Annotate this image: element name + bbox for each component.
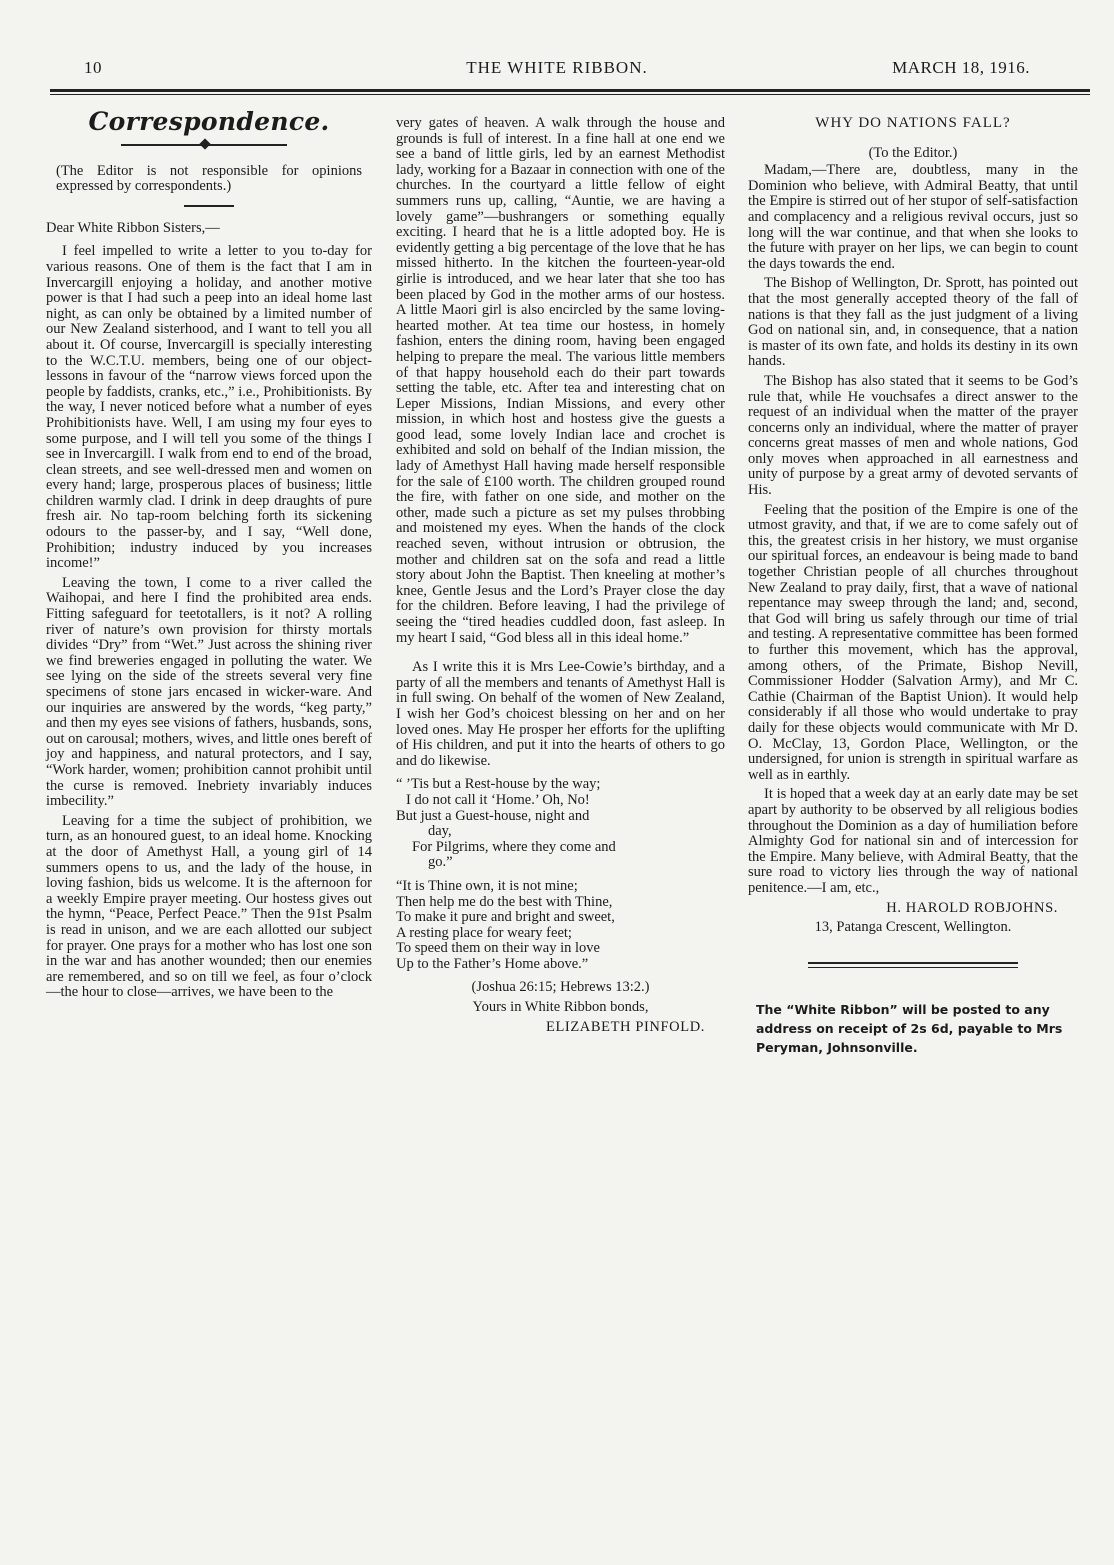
salutation: Dear White Ribbon Sisters,— xyxy=(46,219,220,236)
article-title: WHY DO NATIONS FALL? xyxy=(815,115,1011,131)
poem-line: Up to the Father’s Home above.” xyxy=(396,955,589,972)
divider xyxy=(184,205,234,207)
poem-verse xyxy=(396,879,725,973)
editor-note: (The Editor is not responsible for opinions expressed by correspondents.) xyxy=(56,162,362,195)
section-title: Correspondence. xyxy=(88,107,330,136)
poem-line: “It is Thine own, it is not mine; xyxy=(396,877,578,894)
title-ornament xyxy=(46,140,372,150)
column-middle xyxy=(396,116,725,1035)
poem-line: To make it pure and bright and sweet, xyxy=(396,909,615,926)
poem-line: go.” xyxy=(428,854,453,871)
letter-paragraph: very gates of heaven. A walk through the house and grounds is full of interest. In a fine hall at one end we see a band of little girls, led by an earnest Methodist lady, working for a Bazaar in connection with one of the churches. In the courtyard a little fellow of eight summers runs up, calling, “Auntie, we are having a lovely game”—bushrangers or something equally exciting. I heard that he is a little adopted boy. He is evidently getting a big percentage of the love that he has missed hitherto. In the kitchen the fourteen-year-old girlie is introduced, and we hear later that she too has been placed by God in the mother arms of our hostess. A little Maori girl is also encircled by the same loving-hearted mother. At tea time our hostess, in homely fashion, enters the dining room, having been engaged helping to prepare the meal. The various little members of that happy household each do their part towards setting the table, etc. After tea and interesting chat on Leper Missions, Indian Missions, and every other mission, in which host and hostess give the guests a good lead, some lovely Indian lace and crochet is exhibited and sold on behalf of the Indian mission, the lady of Amethyst Hall having made herself responsible for the sale of £100 worth. The children grouped round the fire, with father on one side, and mother on the other, made such a picture as set my pulses throbbing and moistened my eyes. When the hands of the clock reached seven, without intrusion or obtrusion, the mother and children sat on the sofa and read a little story about John the Baptist. Then kneeling at mother’s knee, Gentle Jesus and the Lord’s Prayer close the day for the children. Before leaving, I had the privilege of seeing the “tired headies cuddled doon, fast asleep. In my heart I said, “God bless all in this ideal home.” xyxy=(396,115,725,646)
poem-line: “ ’Tis but a Rest-house by the way; xyxy=(396,776,601,793)
letter-paragraph: I feel impelled to write a letter to you to-day for various reasons. One of them is the fact that I am in Invercargill enjoying a holiday, and another motive power is that I had such a peep into an ideal home last night, as can only be obtained by a limited number of our New Zealand sisterhood, and I want to tell you all about it. Of course, Invercargill is specially interesting to the W.C.T.U. members, being one of our object-lessons in favour of the “narrow views forced upon the people by faddists, cranks, etc.,” i.e., Prohibitionists. By the way, I never noticed before what a number of eyes Prohibitionists have. Well, I am using my four eyes to some purpose, and I will tell you some of the things I see in Invercargill. I walk from end to end of the broad, clean streets, and see well-dressed men and women on every hand; large, prosperous places of business; little children warmly clad. I drink in deep draughts of pure fresh air. No tap-room belching forth its sickening odours to the passer-by, and I say, “Well done, Prohibition; industry induced by you increases income!” xyxy=(46,243,372,572)
poem-line: But just a Guest-house, night and xyxy=(396,807,590,824)
poem-verse xyxy=(396,777,725,871)
page-number: 10 xyxy=(84,58,102,77)
poem-line: For Pilgrims, where they come and xyxy=(412,838,616,855)
article-paragraph: It is hoped that a week day at an early date may be set apart by authority to be observed by all religious bodies throughout the Dominion as a day of humiliation before Almighty God for national sin and of intercession for the Empire. Many believe, with Admiral Beatty, that the sure road to victory lies through the way of national penitence.—I am, etc., xyxy=(748,786,1078,896)
to-editor: (To the Editor.) xyxy=(868,144,958,161)
letter-paragraph: As I write this it is Mrs Lee-Cowie’s birthday, and a party of all the members and tenants of Amethyst Hall is in full swing. On behalf of the women of New Zealand, I wish her God’s choicest blessing on her and on her loved ones. May He prosper her efforts for the uplifting of His children, and put it into the hearts of others to go and do likewise. xyxy=(396,659,725,769)
divider xyxy=(808,962,1018,968)
subscription-notice: The “White Ribbon” will be posted to any address on receipt of 2s 6d, payable to Mrs Peryman, Johnsonville. xyxy=(756,1001,1063,1055)
article-paragraph: The Bishop of Wellington, Dr. Sprott, has pointed out that the most generally accepted theory of the fall of nations is that they fall as the just judgment of a living God on national sin, and, in consequence, that a nation is master of its own fate, and holds its destiny in its own hands. xyxy=(748,275,1078,370)
address: 13, Patanga Crescent, Wellington. xyxy=(814,919,1012,936)
article-paragraph: Feeling that the position of the Empire is one of the utmost gravity, and that, if we are to come safely out of this, the greatest crisis in her history, we must organise our spiritual forces, an endeavour is being made to band together Christian people of all churches throughout New Zealand to pray daily, first, that a wave of national repentance may sweep through the land; and, second, that God will bring us safely through our time of trial and testing. A representative committee has been formed to further this movement, which has the approval, among others, of the Primate, Bishop Nevill, Commissioner Hodder (Salvation Army), and Mr C. Cathie (Chairman of the Baptist Union). It would help considerably if all those who would undertake to pray daily for these objects would communicate with Mr D. O. McClay, 13, Gordon Place, Wellington, or the undersigned, for union is strength in spiritual warfare as well as in earthly. xyxy=(748,501,1078,783)
scripture-reference: (Joshua 26:15; Hebrews 13:2.) xyxy=(471,979,650,996)
column-left xyxy=(46,107,372,1005)
poem-line: A resting place for weary feet; xyxy=(396,924,572,941)
poem-line: I do not call it ‘Home.’ Oh, No! xyxy=(406,791,590,808)
signature: ELIZABETH PINFOLD. xyxy=(545,1018,705,1035)
issue-date: MARCH 18, 1916. xyxy=(892,58,1030,77)
article-paragraph: The Bishop has also stated that it seems to be God’s rule that, while He vouchsafes a direct answer to the request of an individual when the matter of the prayer concerns only an individual, where the matter of prayer concerns great masses of men and whole nations, God only moves when approached in all earnestness and unity of purpose by a great army of devoted servants of His. xyxy=(748,372,1078,499)
closing-line: Yours in White Ribbon bonds, xyxy=(472,999,649,1016)
poem-line: To speed them on their way in love xyxy=(396,940,600,957)
header-rule xyxy=(50,89,1090,95)
letter-paragraph: Leaving the town, I come to a river called the Waihopai, and here I find the prohibited area ends. Fitting safeguard for teetotallers, is it not? A rolling river of nature’s own provision for thirsty mortals divides “Dry” from “Wet.” Just across the shining river we find breweries engaged in polluting the water. We see lying on the side of the streets several very fine specimens of stone jars encased in wicker-ware. And our inquiries are answered by the words, “keg party,” and then my eyes see visions of fathers, husbands, sons, out on carousal; mothers, wives, and little ones bereft of joy and happiness, and natural protectors, and I say, “Work harder, women; prohibition cannot prohibit until the curse is removed. Inebriety invariably induces imbecility.” xyxy=(46,574,372,810)
page-header xyxy=(84,58,1030,84)
poem-line: day, xyxy=(428,823,452,840)
letter-paragraph: Leaving for a time the subject of prohibition, we turn, as an honoured guest, to an ideal home. Knocking at the door of Amethyst Hall, a young girl of 14 summers opens to us, and the lady of the house, in loving fashion, bids us welcome. It is the afternoon for a weekly Empire prayer meeting. Our hostess gives out the hymn, “Peace, Perfect Peace.” Then the 91st Psalm is read in unison, and we are each allotted our subject for prayer. One prays for a mother who has lost one son in the war and has another wounded; then our enemies are remembered, and so on till we feel, as four o’clock—the hour to close—arrives, we have been to the xyxy=(46,812,372,1001)
poem-line: Then help me do the best with Thine, xyxy=(396,893,613,910)
article-paragraph: Madam,—There are, doubtless, many in the Dominion who believe, with Admiral Beatty, that until the Empire is stirred out of her stupor of self-satisfaction and complacency and a religious revival occurs, just so long will the war continue, and that when she looks to the future with prayer on her lips, we can begin to count the days towards the end. xyxy=(748,162,1078,272)
publication-title: THE WHITE RIBBON. xyxy=(466,58,648,77)
column-right xyxy=(748,116,1078,1057)
signature: H. HAROLD ROBJOHNS. xyxy=(886,899,1058,916)
